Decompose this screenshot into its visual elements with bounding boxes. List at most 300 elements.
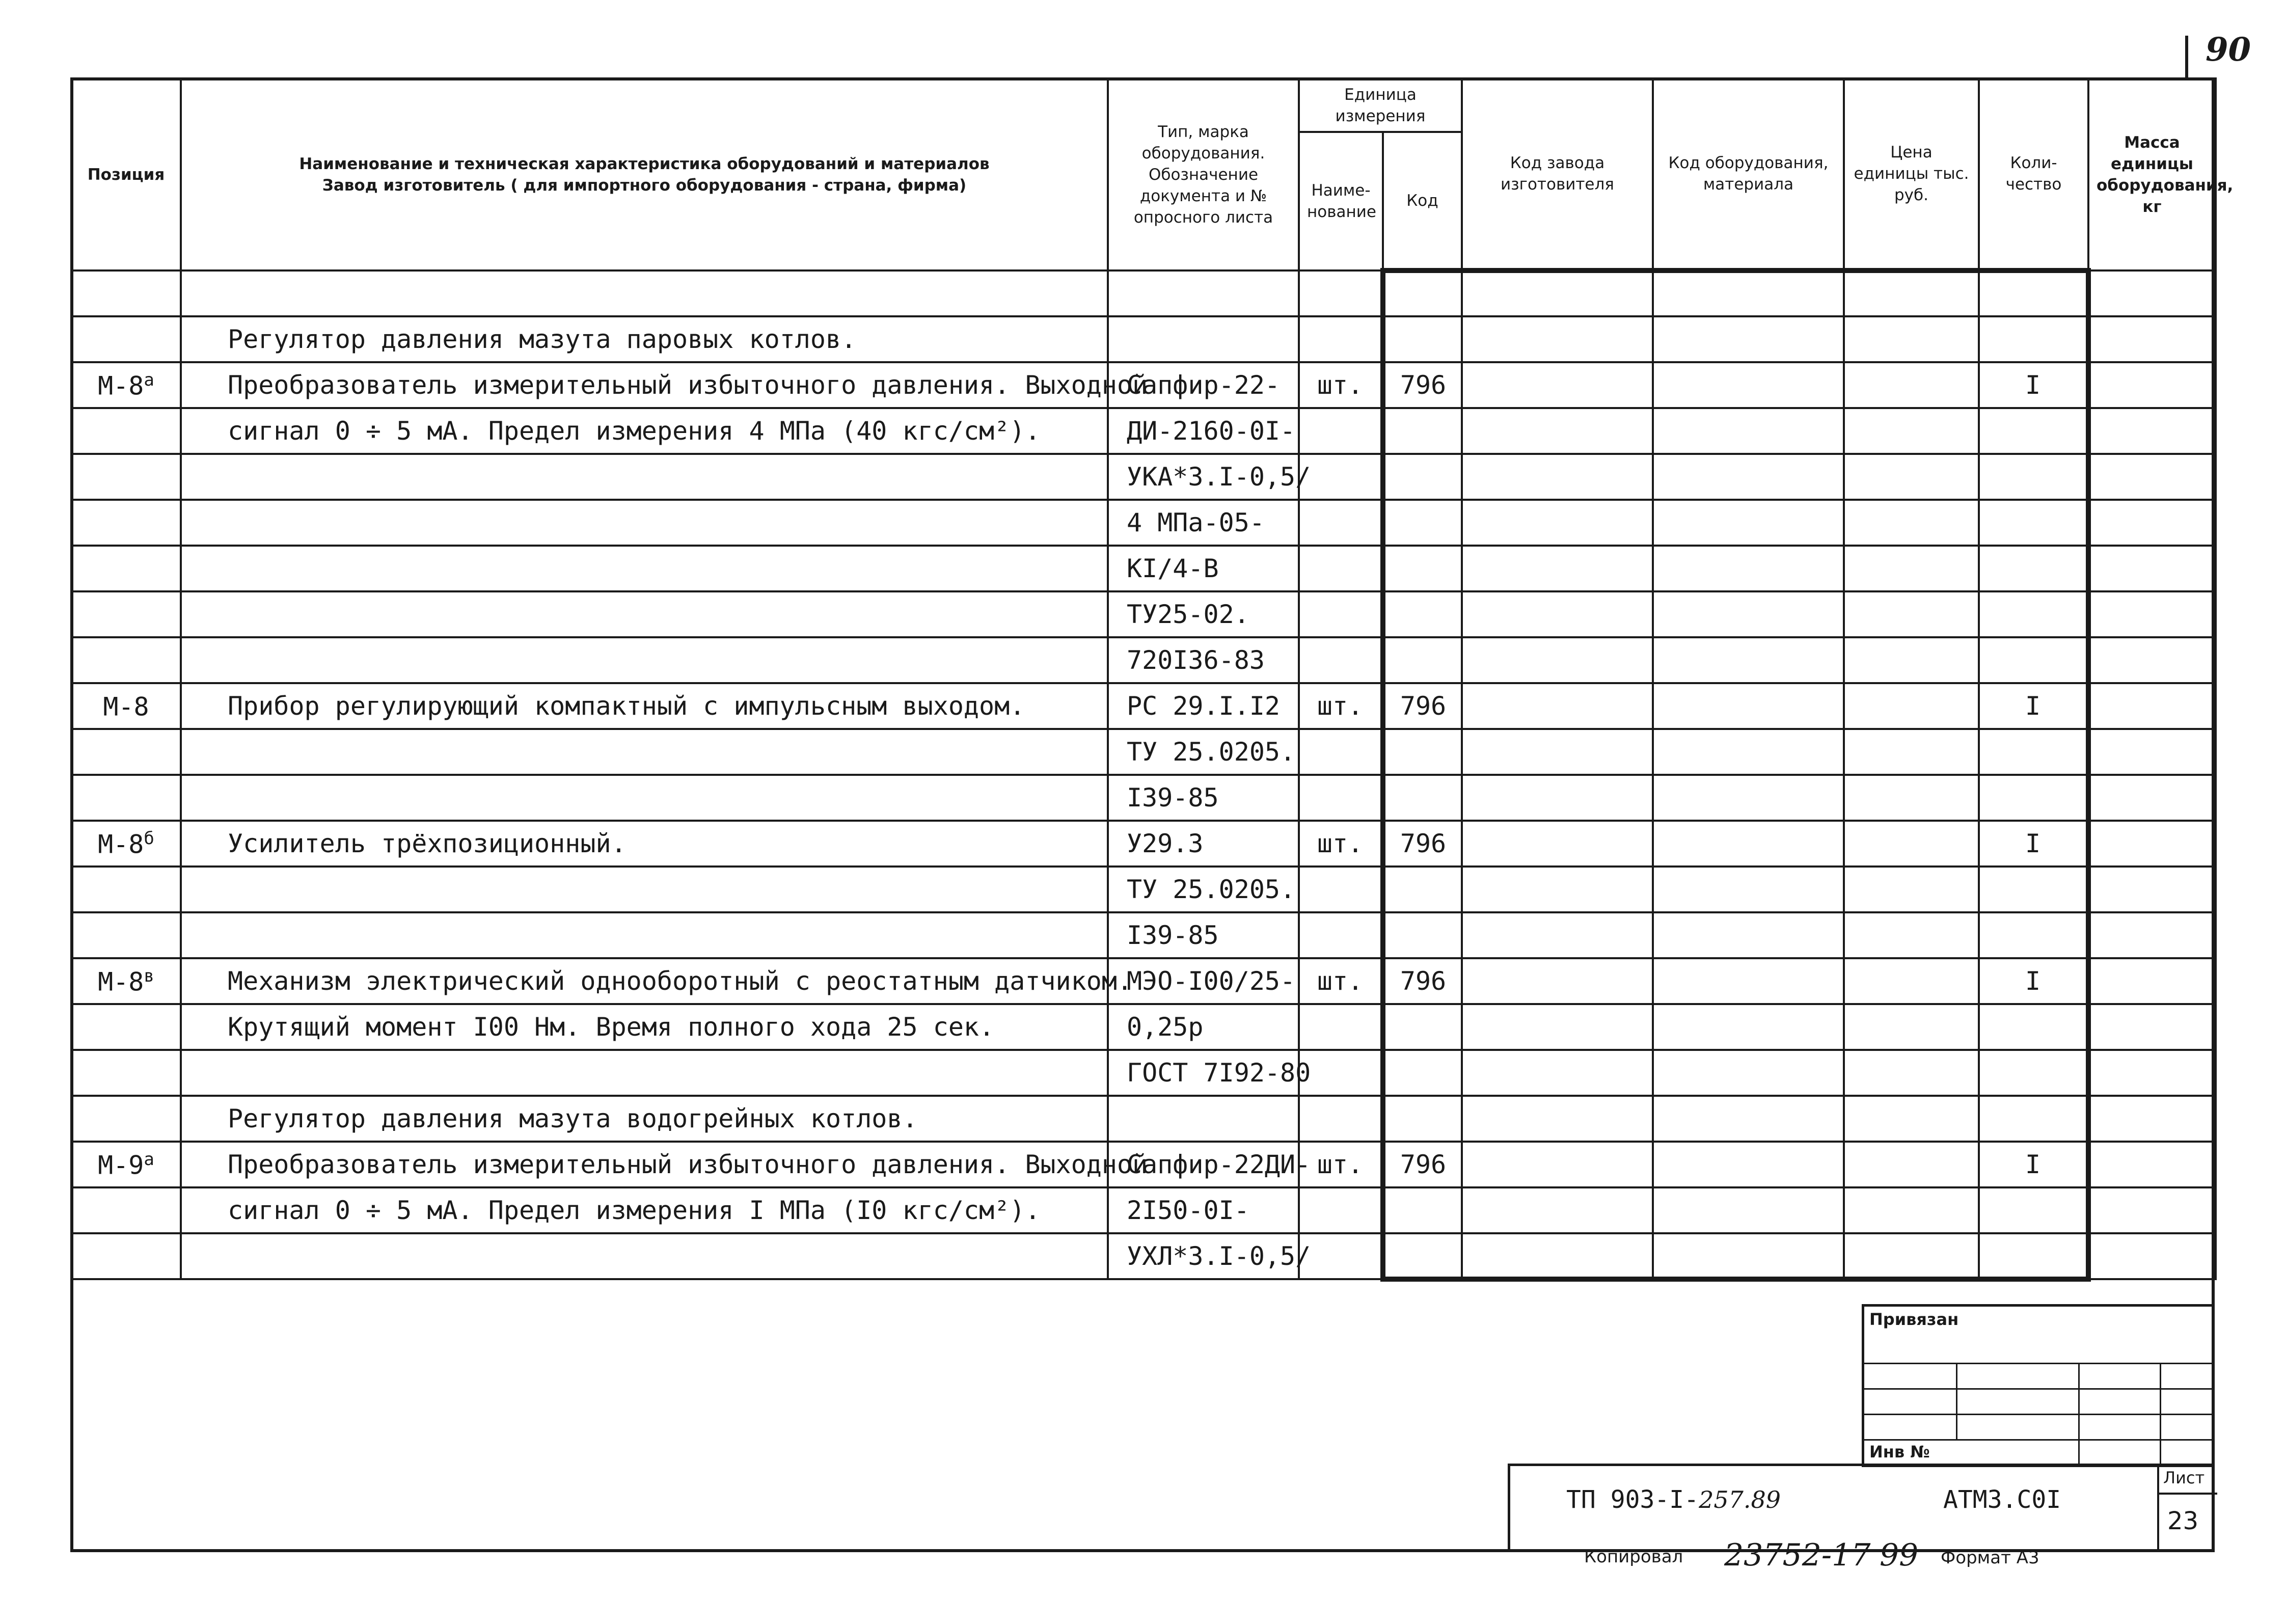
type-mark-cell bbox=[1108, 316, 1299, 362]
project-code-text: ТП 903-I- bbox=[1566, 1485, 1699, 1514]
header-type-mark: Тип, марка оборудования. Обозначение документа и № опросного листа bbox=[1108, 78, 1299, 270]
position-suffix: а bbox=[144, 1149, 154, 1170]
table-body bbox=[71, 270, 2216, 1279]
price-cell bbox=[1844, 1233, 1979, 1279]
copied-label: Копировал bbox=[1584, 1547, 1683, 1567]
type-mark-cell bbox=[1108, 958, 1299, 1004]
position-cell bbox=[71, 591, 181, 637]
header-quantity: Коли-чество bbox=[1979, 78, 2088, 270]
mass-cell bbox=[2088, 362, 2216, 408]
price-cell bbox=[1844, 362, 1979, 408]
factory-code-cell bbox=[1462, 637, 1653, 683]
unit-code-cell bbox=[1383, 1142, 1462, 1187]
type-mark-text: Сапфир-22ДИ- bbox=[1127, 1150, 1311, 1179]
name-cell bbox=[181, 316, 1108, 362]
position-cell bbox=[71, 637, 181, 683]
unit-code-cell bbox=[1383, 683, 1462, 729]
quantity-cell bbox=[1979, 775, 2088, 821]
position-cell bbox=[71, 270, 181, 316]
unit-code-cell bbox=[1383, 821, 1462, 867]
unit-code-cell bbox=[1383, 454, 1462, 500]
inv-label: Инв № bbox=[1869, 1442, 1930, 1461]
unit-name-text: шт. bbox=[1317, 829, 1364, 858]
unit-code-cell bbox=[1383, 1096, 1462, 1142]
table-row bbox=[71, 821, 2216, 867]
price-cell bbox=[1844, 591, 1979, 637]
quantity-cell bbox=[1979, 1050, 2088, 1096]
type-mark-text: 2I50-0I- bbox=[1127, 1196, 1249, 1225]
mass-cell bbox=[2088, 454, 2216, 500]
position-text: М-9 bbox=[98, 1150, 144, 1180]
factory-code-cell bbox=[1462, 821, 1653, 867]
position-cell bbox=[71, 1004, 181, 1050]
factory-code-cell bbox=[1462, 362, 1653, 408]
quantity-cell bbox=[1979, 546, 2088, 591]
header-unit-name: Наиме-нование bbox=[1299, 132, 1383, 270]
factory-code-cell bbox=[1462, 408, 1653, 454]
factory-code-cell bbox=[1462, 1233, 1653, 1279]
factory-code-cell bbox=[1462, 1050, 1653, 1096]
position-cell bbox=[71, 408, 181, 454]
mass-cell bbox=[2088, 591, 2216, 637]
mass-cell bbox=[2088, 729, 2216, 775]
header-name-line1: Наименование и техническая характеристика оборудований и материалов bbox=[299, 154, 990, 173]
mass-cell bbox=[2088, 821, 2216, 867]
format-label: Формат А3 bbox=[1941, 1548, 2039, 1568]
unit-name-cell bbox=[1299, 1004, 1383, 1050]
name-cell bbox=[181, 775, 1108, 821]
mass-cell bbox=[2088, 912, 2216, 958]
header-factory-code: Код завода изготовителя bbox=[1462, 78, 1653, 270]
quantity-cell bbox=[1979, 683, 2088, 729]
bound-block bbox=[1862, 1304, 2215, 1467]
unit-code-cell bbox=[1383, 867, 1462, 912]
factory-code-cell bbox=[1462, 729, 1653, 775]
factory-code-cell bbox=[1462, 1142, 1653, 1187]
price-cell bbox=[1844, 729, 1979, 775]
position-cell bbox=[71, 683, 181, 729]
unit-code-cell bbox=[1383, 546, 1462, 591]
position-suffix: б bbox=[144, 828, 154, 849]
table-row bbox=[71, 1004, 2216, 1050]
name-text: Усилитель трёхпозиционный. bbox=[228, 829, 627, 858]
table-header bbox=[71, 78, 2234, 270]
factory-code-cell bbox=[1462, 1187, 1653, 1233]
name-cell bbox=[181, 958, 1133, 1004]
quantity-cell bbox=[1979, 591, 2088, 637]
type-mark-text: ТУ 25.0205. bbox=[1127, 875, 1296, 904]
unit-code-cell bbox=[1383, 1187, 1462, 1233]
position-cell bbox=[71, 1096, 181, 1142]
price-cell bbox=[1844, 546, 1979, 591]
equipment-code-cell bbox=[1653, 729, 1844, 775]
unit-name-cell bbox=[1299, 637, 1383, 683]
equipment-code-cell bbox=[1653, 270, 1844, 316]
table-row bbox=[71, 500, 2216, 546]
position-cell bbox=[71, 1050, 181, 1096]
equipment-code-cell bbox=[1653, 912, 1844, 958]
unit-name-cell bbox=[1299, 500, 1383, 546]
bound-label: Привязан bbox=[1869, 1310, 1959, 1329]
equipment-code-cell bbox=[1653, 1233, 1844, 1279]
quantity-cell bbox=[1979, 1142, 2088, 1187]
equipment-code-cell bbox=[1653, 1004, 1844, 1050]
table-row bbox=[71, 1187, 2216, 1233]
unit-code-cell bbox=[1383, 408, 1462, 454]
type-mark-cell bbox=[1108, 362, 1299, 408]
unit-code-cell bbox=[1383, 912, 1462, 958]
position-cell bbox=[71, 362, 181, 408]
type-mark-cell bbox=[1108, 821, 1299, 867]
mass-cell bbox=[2088, 500, 2216, 546]
unit-name-text: шт. bbox=[1317, 966, 1364, 996]
quantity-cell bbox=[1979, 1187, 2088, 1233]
table-row bbox=[71, 1096, 2216, 1142]
type-mark-cell bbox=[1108, 912, 1299, 958]
quantity-cell bbox=[1979, 1096, 2088, 1142]
table-row bbox=[71, 912, 2216, 958]
type-mark-cell bbox=[1108, 775, 1299, 821]
name-cell bbox=[181, 1096, 1108, 1142]
table-row bbox=[71, 729, 2216, 775]
name-text: Крутящий момент I00 Нм. Время полного хода 25 сек. bbox=[228, 1012, 995, 1042]
type-mark-cell bbox=[1108, 1142, 1311, 1187]
header-equipment-code: Код оборудования, материала bbox=[1653, 78, 1844, 270]
price-cell bbox=[1844, 316, 1979, 362]
name-cell bbox=[181, 500, 1108, 546]
table-row bbox=[71, 362, 2216, 408]
type-mark-cell bbox=[1108, 1050, 1311, 1096]
name-text: Регулятор давления мазута водогрейных котлов. bbox=[228, 1104, 918, 1133]
price-cell bbox=[1844, 958, 1979, 1004]
mass-cell bbox=[2088, 546, 2216, 591]
equipment-code-cell bbox=[1653, 683, 1844, 729]
equipment-code-cell bbox=[1653, 1187, 1844, 1233]
equipment-code-cell bbox=[1653, 821, 1844, 867]
type-mark-cell bbox=[1108, 408, 1299, 454]
factory-code-cell bbox=[1462, 1096, 1653, 1142]
position-cell bbox=[71, 867, 181, 912]
table-row bbox=[71, 1050, 2216, 1096]
quantity-cell bbox=[1979, 408, 2088, 454]
type-mark-cell bbox=[1108, 1187, 1299, 1233]
type-mark-text: У29.3 bbox=[1127, 829, 1204, 858]
equipment-code-cell bbox=[1653, 500, 1844, 546]
unit-name-cell bbox=[1299, 912, 1383, 958]
unit-code-cell bbox=[1383, 500, 1462, 546]
equipment-code-cell bbox=[1653, 1142, 1844, 1187]
name-text: Регулятор давления мазута паровых котлов. bbox=[228, 324, 857, 354]
position-suffix: а bbox=[144, 369, 154, 390]
quantity-cell bbox=[1979, 1233, 2088, 1279]
type-mark-text: I39-85 bbox=[1127, 783, 1219, 813]
name-cell bbox=[181, 270, 1108, 316]
name-cell bbox=[181, 637, 1108, 683]
position-text: М-8 bbox=[103, 692, 149, 722]
quantity-text: I bbox=[2025, 1150, 2041, 1179]
mass-cell bbox=[2088, 270, 2216, 316]
name-cell bbox=[181, 1050, 1108, 1096]
factory-code-cell bbox=[1462, 958, 1653, 1004]
factory-code-cell bbox=[1462, 546, 1653, 591]
name-cell bbox=[181, 912, 1108, 958]
header-mass: Масса единицы оборудования, кг bbox=[2088, 78, 2216, 270]
unit-code-cell bbox=[1383, 1004, 1462, 1050]
name-cell bbox=[181, 362, 1148, 408]
name-cell bbox=[181, 867, 1108, 912]
unit-name-cell bbox=[1299, 591, 1383, 637]
header-name-line2: Завод изготовитель ( для импортного оборудования - страна, фирма) bbox=[322, 176, 967, 195]
position-cell bbox=[71, 821, 181, 867]
unit-code-cell bbox=[1383, 1050, 1462, 1096]
mass-cell bbox=[2088, 958, 2216, 1004]
equipment-code-cell bbox=[1653, 958, 1844, 1004]
table-row bbox=[71, 408, 2216, 454]
name-text: Преобразователь измерительный избыточного давления. Выходной bbox=[228, 370, 1148, 400]
project-code-hand: 257.89 bbox=[1699, 1486, 1781, 1513]
price-cell bbox=[1844, 1187, 1979, 1233]
price-cell bbox=[1844, 683, 1979, 729]
price-cell bbox=[1844, 1050, 1979, 1096]
unit-code-text: 796 bbox=[1400, 691, 1447, 721]
price-cell bbox=[1844, 500, 1979, 546]
sheet-mark bbox=[2185, 31, 2251, 79]
type-mark-cell bbox=[1108, 729, 1299, 775]
factory-code-cell bbox=[1462, 316, 1653, 362]
type-mark-cell bbox=[1108, 1004, 1299, 1050]
unit-name-cell bbox=[1299, 775, 1383, 821]
position-cell bbox=[71, 546, 181, 591]
name-text: Прибор регулирующий компактный с импульсным выходом. bbox=[228, 691, 1025, 721]
factory-code-cell bbox=[1462, 775, 1653, 821]
mass-cell bbox=[2088, 1096, 2216, 1142]
position-text: М-8 bbox=[98, 967, 144, 997]
type-mark-text: 720I36-83 bbox=[1127, 645, 1265, 675]
equipment-code-cell bbox=[1653, 867, 1844, 912]
unit-code-cell bbox=[1383, 637, 1462, 683]
header-unit-code: Код bbox=[1383, 132, 1462, 270]
name-text: сигнал 0 ÷ 5 мА. Предел измерения I МПа (I0 кгс/см²). bbox=[228, 1196, 1041, 1225]
mass-cell bbox=[2088, 1187, 2216, 1233]
mass-cell bbox=[2088, 775, 2216, 821]
position-cell bbox=[71, 1142, 181, 1187]
name-cell bbox=[181, 1004, 1108, 1050]
factory-code-cell bbox=[1462, 867, 1653, 912]
factory-code-cell bbox=[1462, 912, 1653, 958]
header-price: Цена единицы тыс. руб. bbox=[1844, 78, 1979, 270]
mass-cell bbox=[2088, 1050, 2216, 1096]
name-cell bbox=[181, 454, 1108, 500]
unit-code-text: 796 bbox=[1400, 370, 1447, 400]
unit-name-text: шт. bbox=[1317, 691, 1364, 721]
name-text: Механизм электрический однооборотный с реостатным датчиком. bbox=[228, 966, 1133, 996]
position-suffix: в bbox=[144, 965, 154, 986]
table-row bbox=[71, 591, 2216, 637]
document-code: АТМ3.С0I bbox=[1943, 1485, 2061, 1514]
type-mark-text: ТУ25-02. bbox=[1127, 600, 1249, 629]
name-cell bbox=[181, 1142, 1148, 1187]
quantity-cell bbox=[1979, 729, 2088, 775]
table-row bbox=[71, 454, 2216, 500]
unit-name-text: шт. bbox=[1317, 1150, 1364, 1179]
header-position: Позиция bbox=[71, 78, 181, 270]
name-cell bbox=[181, 729, 1108, 775]
type-mark-text: МЭО-I00/25- bbox=[1127, 966, 1296, 996]
unit-code-cell bbox=[1383, 591, 1462, 637]
quantity-cell bbox=[1979, 912, 2088, 958]
type-mark-text: Сапфир-22- bbox=[1127, 370, 1281, 400]
price-cell bbox=[1844, 637, 1979, 683]
unit-name-cell bbox=[1299, 1096, 1383, 1142]
table-row bbox=[71, 867, 2216, 912]
type-mark-cell bbox=[1108, 591, 1299, 637]
mass-cell bbox=[2088, 1004, 2216, 1050]
name-cell bbox=[181, 1233, 1108, 1279]
factory-code-cell bbox=[1462, 454, 1653, 500]
mass-cell bbox=[2088, 637, 2216, 683]
unit-name-cell bbox=[1299, 1233, 1383, 1279]
type-mark-cell bbox=[1108, 637, 1299, 683]
unit-name-cell bbox=[1299, 316, 1383, 362]
unit-code-text: 796 bbox=[1400, 966, 1447, 996]
unit-name-cell bbox=[1299, 729, 1383, 775]
type-mark-text: ТУ 25.0205. bbox=[1127, 737, 1296, 767]
price-cell bbox=[1844, 912, 1979, 958]
price-cell bbox=[1844, 775, 1979, 821]
table-row bbox=[71, 1142, 2216, 1187]
type-mark-text: ГОСТ 7I92-80 bbox=[1127, 1058, 1311, 1088]
type-mark-text: 4 МПа-05- bbox=[1127, 508, 1265, 537]
unit-code-cell bbox=[1383, 1233, 1462, 1279]
type-mark-cell bbox=[1108, 867, 1299, 912]
equipment-code-cell bbox=[1653, 1096, 1844, 1142]
specification-table bbox=[70, 77, 2234, 1282]
type-mark-text: УХЛ*3.I-0,5/ bbox=[1127, 1241, 1311, 1271]
type-mark-text: УКА*3.I-0,5/ bbox=[1127, 462, 1311, 492]
type-mark-text: КI/4-В bbox=[1127, 554, 1219, 583]
name-text: сигнал 0 ÷ 5 мА. Предел измерения 4 МПа (40 кгс/см²). bbox=[228, 416, 1041, 446]
name-cell bbox=[181, 821, 1108, 867]
mass-cell bbox=[2088, 408, 2216, 454]
unit-name-cell bbox=[1299, 867, 1383, 912]
price-cell bbox=[1844, 408, 1979, 454]
factory-code-cell bbox=[1462, 683, 1653, 729]
position-cell bbox=[71, 1233, 181, 1279]
equipment-code-cell bbox=[1653, 1050, 1844, 1096]
type-mark-cell bbox=[1108, 270, 1299, 316]
copy-number: 23752-17 bbox=[1724, 1537, 1871, 1573]
type-mark-cell bbox=[1108, 500, 1299, 546]
quantity-cell bbox=[1979, 1004, 2088, 1050]
unit-code-cell bbox=[1383, 775, 1462, 821]
type-mark-cell bbox=[1108, 454, 1311, 500]
name-cell bbox=[181, 683, 1108, 729]
name-text: Преобразователь измерительный избыточного давления. Выходной bbox=[228, 1150, 1148, 1179]
factory-code-cell bbox=[1462, 591, 1653, 637]
quantity-cell bbox=[1979, 637, 2088, 683]
quantity-cell bbox=[1979, 867, 2088, 912]
equipment-code-cell bbox=[1653, 408, 1844, 454]
factory-code-cell bbox=[1462, 1004, 1653, 1050]
table-row bbox=[71, 683, 2216, 729]
type-mark-cell bbox=[1108, 546, 1299, 591]
price-cell bbox=[1844, 1096, 1979, 1142]
price-cell bbox=[1844, 821, 1979, 867]
unit-code-cell bbox=[1383, 270, 1462, 316]
table-row bbox=[71, 958, 2216, 1004]
header-name bbox=[181, 78, 1108, 270]
unit-code-text: 796 bbox=[1400, 1150, 1447, 1179]
unit-name-cell bbox=[1299, 1050, 1383, 1096]
price-cell bbox=[1844, 1142, 1979, 1187]
unit-name-cell bbox=[1299, 270, 1383, 316]
unit-name-text: шт. bbox=[1317, 370, 1364, 400]
price-cell bbox=[1844, 1004, 1979, 1050]
quantity-text: I bbox=[2025, 370, 2041, 400]
quantity-cell bbox=[1979, 821, 2088, 867]
unit-name-cell bbox=[1299, 683, 1383, 729]
table-row bbox=[71, 637, 2216, 683]
type-mark-cell bbox=[1108, 683, 1299, 729]
quantity-cell bbox=[1979, 362, 2088, 408]
equipment-code-cell bbox=[1653, 637, 1844, 683]
position-cell bbox=[71, 454, 181, 500]
position-text: М-8 bbox=[98, 829, 144, 859]
type-mark-text: ДИ-2160-0I- bbox=[1127, 416, 1296, 446]
header-unit-group: Единица измерения bbox=[1299, 78, 1462, 132]
equipment-code-cell bbox=[1653, 362, 1844, 408]
unit-code-cell bbox=[1383, 362, 1462, 408]
project-code bbox=[1566, 1485, 1781, 1514]
table-row bbox=[71, 546, 2216, 591]
price-cell bbox=[1844, 270, 1979, 316]
position-text: М-8 bbox=[98, 371, 144, 401]
equipment-code-cell bbox=[1653, 591, 1844, 637]
sheet-mark-text: 90 bbox=[2206, 31, 2251, 69]
type-mark-text: РС 29.I.I2 bbox=[1127, 691, 1281, 721]
name-cell bbox=[181, 546, 1108, 591]
position-cell bbox=[71, 958, 181, 1004]
type-mark-text: I39-85 bbox=[1127, 921, 1219, 950]
factory-code-cell bbox=[1462, 500, 1653, 546]
position-cell bbox=[71, 500, 181, 546]
equipment-code-cell bbox=[1653, 546, 1844, 591]
type-mark-cell bbox=[1108, 1233, 1311, 1279]
table-row bbox=[71, 316, 2216, 362]
unit-name-cell bbox=[1299, 362, 1383, 408]
position-cell bbox=[71, 775, 181, 821]
quantity-text: I bbox=[2025, 966, 2041, 996]
mass-cell bbox=[2088, 683, 2216, 729]
table-row bbox=[71, 270, 2216, 316]
name-cell bbox=[181, 1187, 1108, 1233]
quantity-cell bbox=[1979, 270, 2088, 316]
position-cell bbox=[71, 912, 181, 958]
quantity-cell bbox=[1979, 958, 2088, 1004]
mass-cell bbox=[2088, 867, 2216, 912]
price-cell bbox=[1844, 454, 1979, 500]
name-cell bbox=[181, 591, 1108, 637]
quantity-cell bbox=[1979, 316, 2088, 362]
factory-code-cell bbox=[1462, 270, 1653, 316]
quantity-cell bbox=[1979, 454, 2088, 500]
equipment-code-cell bbox=[1653, 316, 1844, 362]
unit-name-cell bbox=[1299, 821, 1383, 867]
position-cell bbox=[71, 729, 181, 775]
name-cell bbox=[181, 408, 1108, 454]
unit-name-cell bbox=[1299, 1142, 1383, 1187]
price-cell bbox=[1844, 867, 1979, 912]
